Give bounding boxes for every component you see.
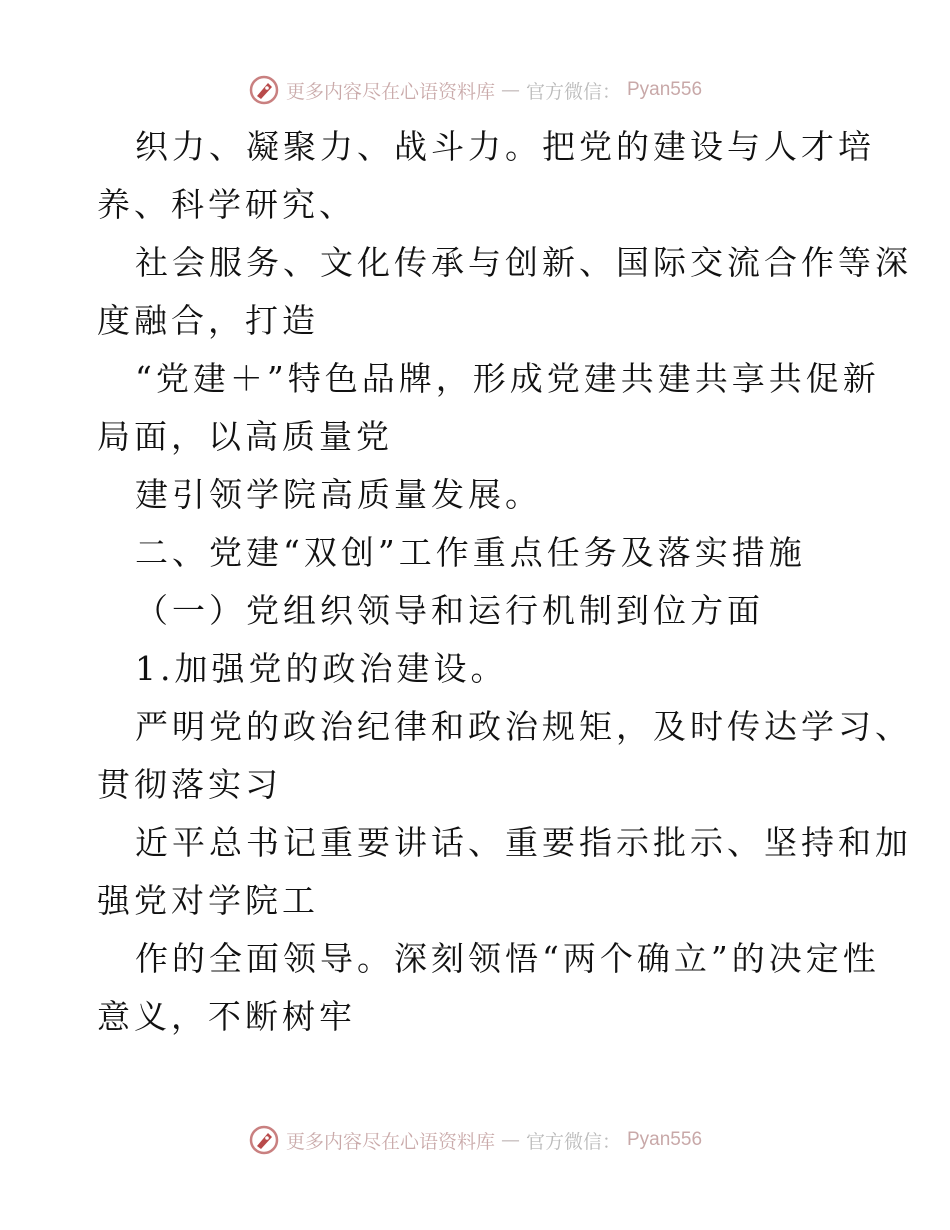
section-heading: 二、党建“双创”工作重点任务及落实措施 bbox=[135, 533, 806, 572]
subsection-heading: （一）党组织领导和运行机制到位方面 bbox=[135, 591, 764, 630]
body-line: 养、科学研究、 bbox=[97, 185, 356, 224]
body-line: 作的全面领导。深刻领悟“两个确立”的决定性 bbox=[135, 939, 880, 978]
body-line: 贯彻落实习 bbox=[97, 765, 282, 804]
watermark-wechat-label: 官方微信： bbox=[525, 80, 621, 103]
body-line: 建引领学院高质量发展。 bbox=[135, 475, 542, 514]
watermark-wechat-id: Pyan556 bbox=[627, 79, 703, 100]
header-watermark bbox=[0, 70, 950, 110]
pen-nib-logo-icon bbox=[248, 1124, 280, 1156]
body-line: 近平总书记重要讲话、重要指示批示、坚持和加 bbox=[135, 823, 912, 862]
document-body bbox=[97, 118, 912, 1046]
body-line: 严明党的政治纪律和政治规矩，及时传达学习、 bbox=[135, 707, 912, 746]
body-line: 社会服务、文化传承与创新、国际交流合作等深 bbox=[135, 243, 912, 282]
numbered-item-heading: 1.加强党的政治建设。 bbox=[135, 649, 508, 688]
watermark-separator: — bbox=[500, 79, 520, 101]
body-line: “党建＋”特色品牌，形成党建共建共享共促新 bbox=[135, 359, 880, 398]
body-line: 局面，以高质量党 bbox=[97, 417, 393, 456]
body-line: 织力、凝聚力、战斗力。把党的建设与人才培 bbox=[135, 127, 875, 166]
watermark-wechat-label: 官方微信： bbox=[525, 1130, 621, 1153]
body-line: 意义，不断树牢 bbox=[97, 997, 356, 1036]
watermark-brand-text: 更多内容尽在心语资料库 bbox=[285, 1130, 495, 1153]
watermark-wechat-id: Pyan556 bbox=[627, 1129, 703, 1150]
footer-watermark bbox=[0, 1120, 950, 1160]
body-line: 强党对学院工 bbox=[97, 881, 319, 920]
pen-nib-logo-icon bbox=[248, 74, 280, 106]
body-line: 度融合，打造 bbox=[97, 301, 319, 340]
watermark-separator: — bbox=[500, 1129, 520, 1151]
watermark-brand-text: 更多内容尽在心语资料库 bbox=[285, 80, 495, 103]
